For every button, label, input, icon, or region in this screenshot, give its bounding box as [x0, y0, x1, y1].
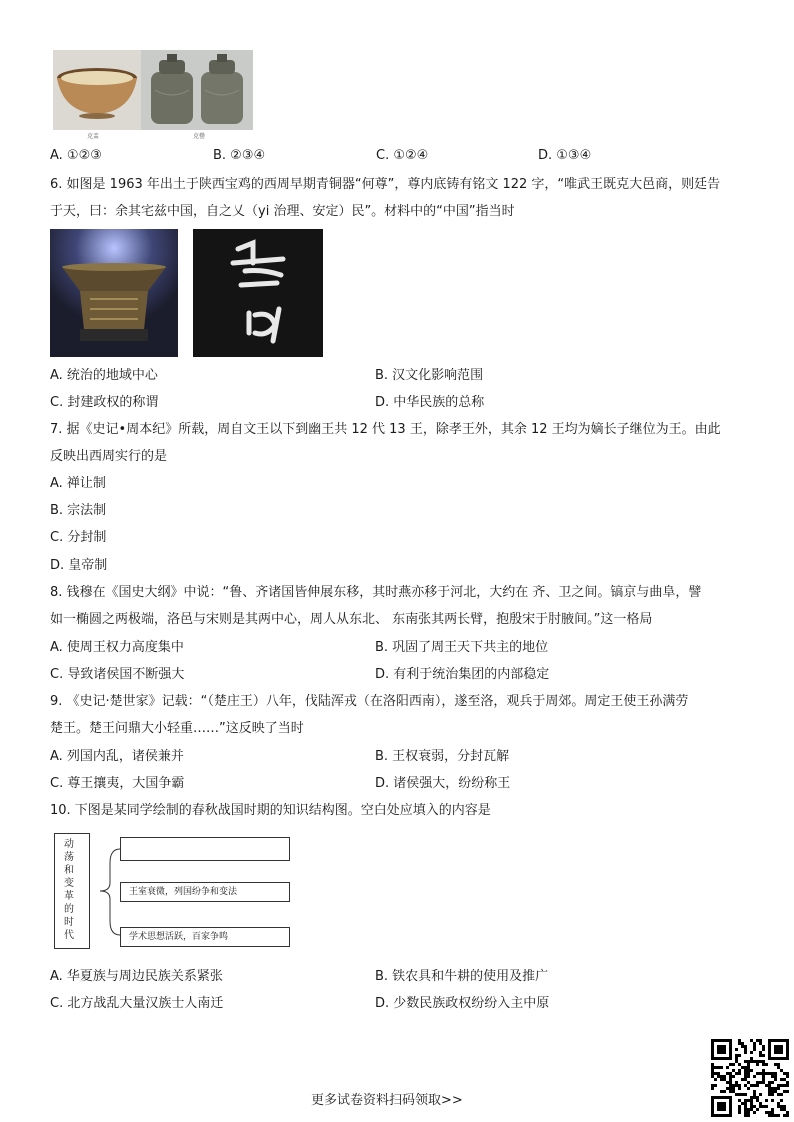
bowl-image	[53, 50, 141, 130]
q8-stem-line2: 如一椭圆之两极端，洛邑与宋则是其两中心，周人从东北、 东南张其两长臂，抱殷宋于肘腋间。”这一格局	[50, 612, 653, 627]
q7-option-c: C. 分封制	[50, 530, 107, 545]
q6-option-b: B. 汉文化影响范围	[375, 368, 484, 383]
q6-stem-line2: 于天，曰：余其宅兹中国，自之乂（yi 治理、安定）民”。材料中的“中国”指当时	[50, 204, 515, 219]
q10-option-d: D. 少数民族政权纷纷入主中原	[375, 996, 550, 1011]
q10-option-a: A. 华夏族与周边民族关系紧张	[50, 969, 223, 984]
q9-option-d: D. 诸侯强大，纷纷称王	[375, 776, 511, 791]
q5-option-b: B. ②③④	[213, 148, 266, 163]
caption-vessels: 克罍	[193, 133, 206, 140]
q5-option-c: C. ①②④	[376, 148, 429, 163]
q5-option-d: D. ①③④	[538, 148, 592, 163]
q8-option-b: B. 巩固了周王天下共主的地位	[375, 640, 549, 655]
q8-stem-line1: 8. 钱穆在《国史大纲》中说：“鲁、齐诸国皆伸展东移，其时燕亦移于河北，大约在 齐、卫之间。镐京与曲阜，譬	[50, 585, 702, 600]
diagram-box-blank	[120, 837, 290, 861]
q9-stem-line1: 9. 《史记·楚世家》记载：“（楚庄王）八年，伐陆浑戎（在洛阳西南），遂至洛，观兵于周郊。周定王使王孙满劳	[50, 694, 689, 709]
q8-option-a: A. 使周王权力高度集中	[50, 640, 184, 655]
footer-text[interactable]: 更多试卷资料扫码领取>>	[311, 1093, 463, 1108]
q6-option-c: C. 封建政权的称谓	[50, 395, 159, 410]
q7-option-d: D. 皇帝制	[50, 558, 108, 573]
q10-option-b: B. 铁农具和牛耕的使用及推广	[375, 969, 549, 984]
knowledge-structure-diagram	[54, 833, 294, 951]
q8-option-d: D. 有利于统治集团的内部稳定	[375, 667, 550, 682]
q10-option-c: C. 北方战乱大量汉族士人南迁	[50, 996, 224, 1011]
q9-option-c: C. 尊王攘夷，大国争霸	[50, 776, 185, 791]
diagram-left-box	[54, 833, 90, 949]
q7-option-b: B. 宗法制	[50, 503, 107, 518]
q9-option-b: B. 王权衰弱，分封瓦解	[375, 749, 510, 764]
bronze-zun-image	[50, 229, 178, 357]
q7-stem-line1: 7. 据《史记•周本纪》所载，周自文王以下到幽王共 12 代 13 王，除孝王外，其余 12 王均为嫡长子继位为王。由此	[50, 422, 721, 437]
q6-option-a: A. 统治的地域中心	[50, 368, 158, 383]
q8-option-c: C. 导致诸侯国不断强大	[50, 667, 185, 682]
diagram-box-2: 王室衰微，列国纷争和变法	[120, 882, 290, 902]
q9-stem-line2: 楚王。楚王问鼎大小轻重……”这反映了当时	[50, 721, 304, 736]
q6-option-d: D. 中华民族的总称	[375, 395, 485, 410]
q7-stem-line2: 反映出西周实行的是	[50, 449, 168, 464]
q5-option-a: A. ①②③	[50, 148, 102, 163]
inscription-image	[193, 229, 323, 357]
q9-option-a: A. 列国内乱，诸侯兼并	[50, 749, 184, 764]
diagram-box-3: 学术思想活跃，百家争鸣	[120, 927, 290, 947]
qr-code[interactable]	[711, 1039, 789, 1117]
q10-stem: 10. 下图是某同学绘制的春秋战国时期的知识结构图。空白处应填入的内容是	[50, 803, 491, 818]
q7-option-a: A. 禅让制	[50, 476, 106, 491]
vessels-image	[141, 50, 253, 130]
caption-bowl: 克盂	[87, 133, 100, 140]
diagram-left-label: 动荡和变革的时代	[64, 839, 74, 941]
q6-stem-line1: 6. 如图是 1963 年出土于陕西宝鸡的西周早期青铜器“何尊”，尊内底铸有铭文 122 字，“唯武王既克大邑商，则廷告	[50, 177, 721, 192]
q5-image-group	[53, 50, 253, 138]
